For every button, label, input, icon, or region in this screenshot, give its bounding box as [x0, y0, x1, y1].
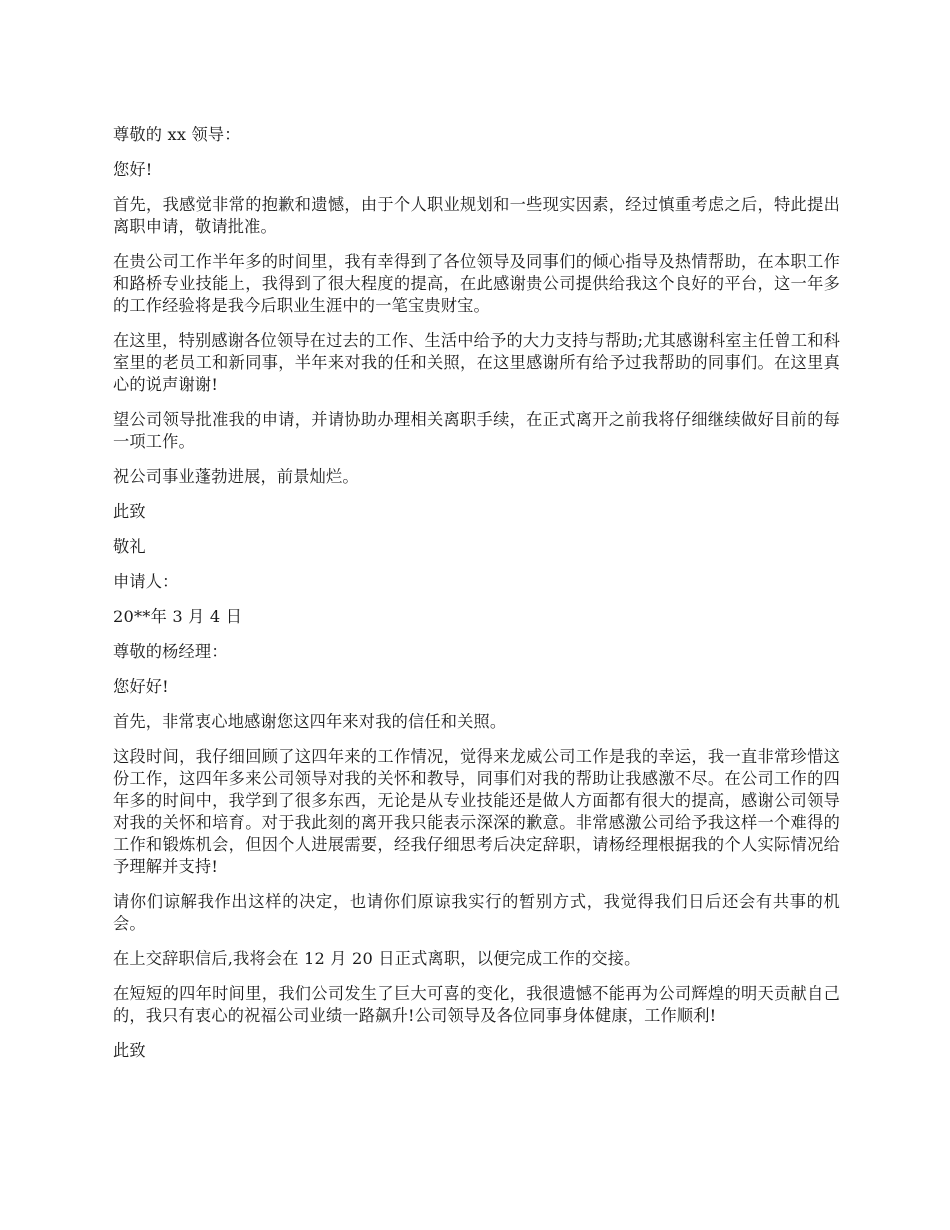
- body-paragraph: 在短短的四年时间里，我们公司发生了巨大可喜的变化，我很遗憾不能再为公司辉煌的明天贡献自己的，我只有衷心的祝福公司业绩一路飙升!公司领导及各位同事身体健康，工作顺利!: [113, 984, 840, 1025]
- closing-regards: 敬礼: [113, 537, 146, 556]
- signature-label: 申请人：: [113, 572, 179, 591]
- salutation: 尊敬的杨经理：: [113, 642, 228, 661]
- body-paragraph: 在这里，特别感谢各位领导在过去的工作、生活中给予的大力支持与帮助;尤其感谢科室主任曾工和科室里的老员工和新同事，半年来对我的任和关照，在这里感谢所有给予过我帮助的同事们。在这里真心的说声谢谢!: [113, 331, 840, 394]
- salutation: 尊敬的 xx 领导：: [113, 125, 241, 144]
- closing: 此致: [113, 502, 146, 521]
- body-paragraph: 首先，我感觉非常的抱歉和遗憾，由于个人职业规划和一些现实因素，经过慎重考虑之后，特此提出离职申请，敬请批准。: [113, 195, 840, 236]
- body-paragraph: 祝公司事业蓬勃进展，前景灿烂。: [113, 467, 359, 486]
- document-body: [113, 124, 840, 1075]
- body-paragraph: 在上交辞职信后,我将会在 12 月 20 日正式离职，以便完成工作的交接。: [113, 949, 641, 968]
- body-paragraph: 在贵公司工作半年多的时间里，我有幸得到了各位领导及同事们的倾心指导及热情帮助，在本职工作和路桥专业技能上，我得到了很大程度的提高，在此感谢贵公司提供给我这个良好的平台，这一年多的工作经验将是我今后职业生涯中的一笔宝贵财宝。: [113, 252, 840, 315]
- greeting: 您好好!: [113, 677, 169, 696]
- body-paragraph: 请你们谅解我作出这样的决定，也请你们原谅我实行的暂别方式，我觉得我们日后还会有共事的机会。: [113, 892, 840, 933]
- body-paragraph: 首先，非常衷心地感谢您这四年来对我的信任和关照。: [113, 712, 507, 731]
- date-line: 20**年 3 月 4 日: [113, 607, 243, 626]
- body-paragraph: 这段时间，我仔细回顾了这四年来的工作情况，觉得来龙威公司工作是我的幸运，我一直非常珍惜这份工作，这四年多来公司领导对我的关怀和教导，同事们对我的帮助让我感激不尽。在公司工作的四年多的时间中，我学到了很多东西，无论是从专业技能还是做人方面都有很大的提高，感谢公司领导对我的关怀和培育。对于我此刻的离开我只能表示深深的歉意。非常感激公司给予我这样一个难得的工作和锻炼机会，但因个人进展需要，经我仔细思考后决定辞职，请杨经理根据我的个人实际情况给予理解并支持!: [113, 747, 840, 876]
- body-paragraph: 望公司领导批准我的申请，并请协助办理相关离职手续，在正式离开之前我将仔细继续做好目前的每一项工作。: [113, 410, 840, 451]
- closing: 此致: [113, 1041, 146, 1060]
- greeting: 您好!: [113, 160, 153, 179]
